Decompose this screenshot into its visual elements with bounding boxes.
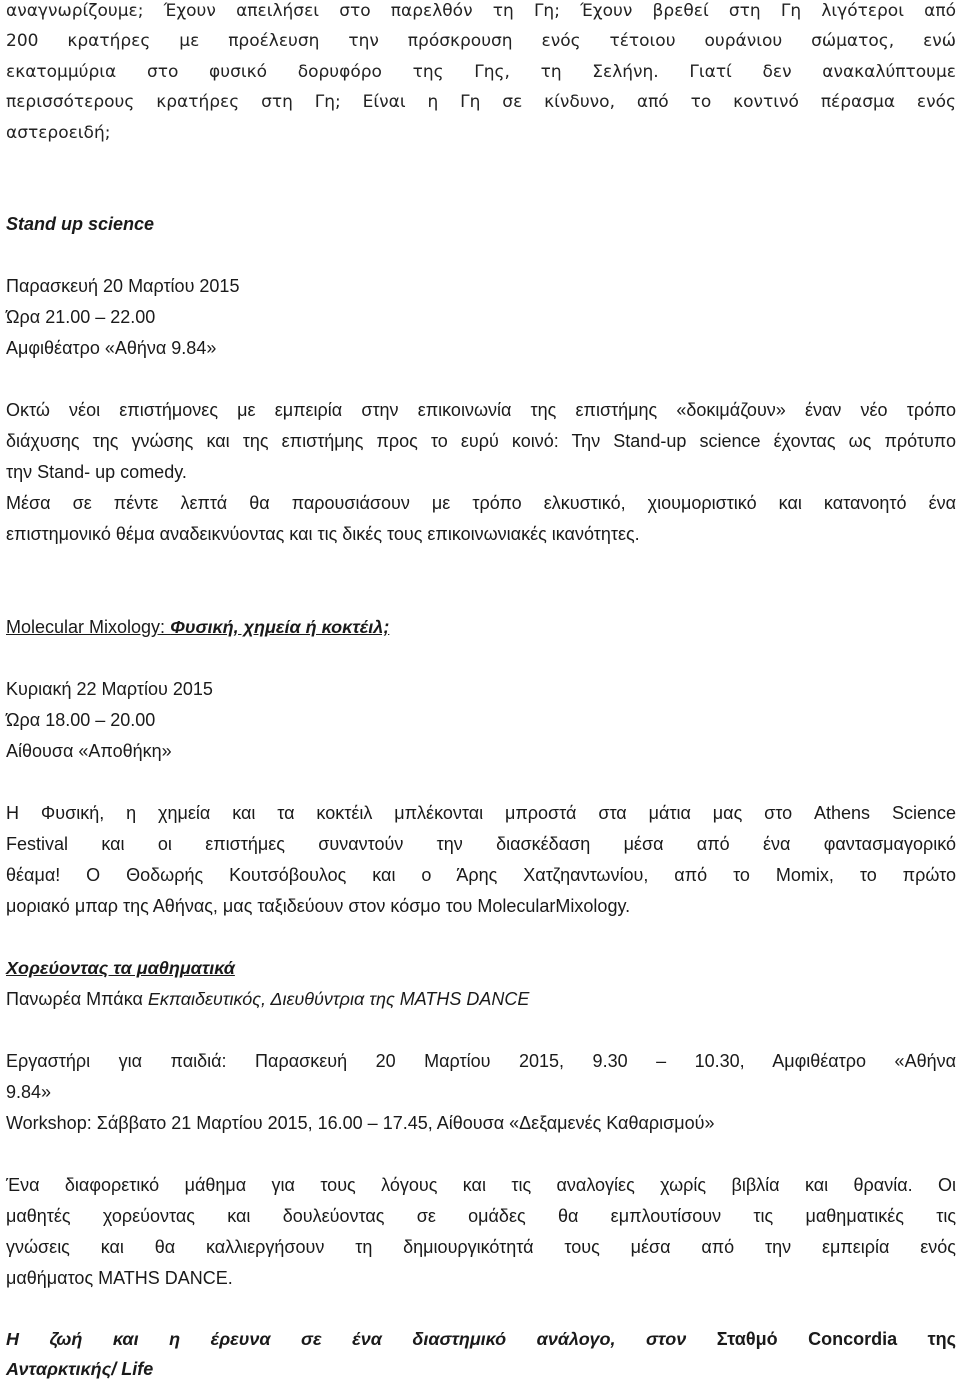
- concordia-title-station: Σταθμό Concordia της: [716, 1329, 956, 1349]
- intro-line-3: εκατομμύρια στο φυσικό δορυφόρο της Γης, τη Σελήνη. Γιατί δεν ανακαλύπτουμε: [6, 62, 956, 82]
- dance-para-line-2: μαθητές χορεύοντας και δουλεύοντας σε ομάδες θα εμπλουτίσουν τις μαθηματικές τις: [6, 1206, 956, 1226]
- concordia-title-line-2: Ανταρκτικής/ Life: [6, 1359, 154, 1379]
- dance-person-name: Πανωρέα Μπάκα: [6, 989, 148, 1009]
- dance-para-line-3: γνώσεις και θα καλλιεργήσουν τη δημιουργικότητά τους μέσα από την εμπειρία ενός: [6, 1237, 956, 1257]
- standup-venue: Αμφιθέατρο «Αθήνα 9.84»: [6, 338, 217, 358]
- standup-para-line-2: διάχυσης της γνώσης και της επιστήμης προς το ευρύ κοινό: Την Stand-up science έχοντας ως πρότυπο: [6, 431, 956, 451]
- standup-para-line-4: Μέσα σε πέντε λεπτά θα παρουσιάσουν με τρόπο ελκυστικό, χιουμοριστικό και κατανοητό ένα: [6, 493, 956, 513]
- intro-line-1: αναγνωρίζουμε; Έχουν απειλήσει στο παρελθόν τη Γη; Έχουν βρεθεί στη Γη λιγότεροι από: [6, 1, 956, 21]
- dance-person: [6, 988, 529, 1010]
- concordia-title-line-1: [6, 1328, 956, 1350]
- intro-line-5: αστεροειδή;: [6, 123, 111, 143]
- dance-workshop-line-2: 9.84»: [6, 1082, 52, 1102]
- mixology-venue: Αίθουσα «Αποθήκη»: [6, 741, 172, 761]
- mixology-title-emphasis: Φυσική, χημεία ή κοκτέιλ;: [170, 617, 390, 637]
- dance-workshop-line-3: Workshop: Σάββατο 21 Μαρτίου 2015, 16.00 – 17.45, Αίθουσα «Δεξαμενές Καθαρισμού»: [6, 1113, 715, 1133]
- standup-para-line-1: Οκτώ νέοι επιστήμονες με εμπειρία στην επικοινωνία της επιστήμης «δοκιμάζουν» έναν νέο τρόπο: [6, 400, 956, 420]
- dance-title: Χορεύοντας τα μαθηματικά: [6, 958, 235, 978]
- standup-para-line-3: την Stand- up comedy.: [6, 462, 187, 482]
- intro-line-2: 200 κρατήρες με προέλευση την πρόσκρουση ενός τέτοιου ουράνιου σώματος, ενώ: [6, 31, 956, 51]
- standup-para-line-5: επιστημονικό θέμα αναδεικνύοντας και τις δικές τους επικοινωνιακές ικανότητες.: [6, 524, 640, 544]
- mixology-date: Κυριακή 22 Μαρτίου 2015: [6, 679, 213, 699]
- intro-line-4: περισσότερους κρατήρες στη Γη; Είναι η Γη σε κίνδυνο, από το κοντινό πέρασμα ενός: [6, 92, 956, 112]
- concordia-title-text: Η ζωή και η έρευνα σε ένα διαστημικό ανάλογο, στον: [6, 1329, 717, 1349]
- dance-person-role: Εκπαιδευτικός, Διευθύντρια της MATHS DANCE: [147, 989, 530, 1009]
- dance-para-line-4: μαθήματος MATHS DANCE.: [6, 1268, 233, 1288]
- mixology-para-line-3: θέαμα! Ο Θοδωρής Κουτσόβουλος και ο Άρης Χατζηαντωνίου, από το Momix, το πρώτο: [6, 865, 956, 885]
- mixology-title: [6, 616, 389, 638]
- standup-title: Stand up science: [6, 214, 155, 234]
- dance-workshop-line-1: Εργαστήρι για παιδιά: Παρασκευή 20 Μαρτίου 2015, 9.30 – 10.30, Αμφιθέατρο «Αθήνα: [6, 1051, 956, 1071]
- standup-time: Ώρα 21.00 – 22.00: [6, 307, 156, 327]
- mixology-time: Ώρα 18.00 – 20.00: [6, 710, 156, 730]
- mixology-para-line-2: Festival και οι επιστήμες συναντούν την διασκέδαση μέσα από ένα φαντασμαγορικό: [6, 834, 956, 854]
- mixology-para-line-4: μοριακό μπαρ της Αθήνας, μας ταξιδεύουν στον κόσμο του MolecularMixology.: [6, 896, 631, 916]
- dance-para-line-1: Ένα διαφορετικό μάθημα για τους λόγους και τις αναλογίες χωρίς βιβλία και θρανία. Οι: [6, 1175, 956, 1195]
- mixology-title-plain: Molecular Mixology:: [6, 617, 171, 637]
- mixology-para-line-1: Η Φυσική, η χημεία και τα κοκτέιλ μπλέκονται μπροστά στα μάτια μας στο Athens Science: [6, 803, 956, 823]
- standup-date: Παρασκευή 20 Μαρτίου 2015: [6, 276, 240, 296]
